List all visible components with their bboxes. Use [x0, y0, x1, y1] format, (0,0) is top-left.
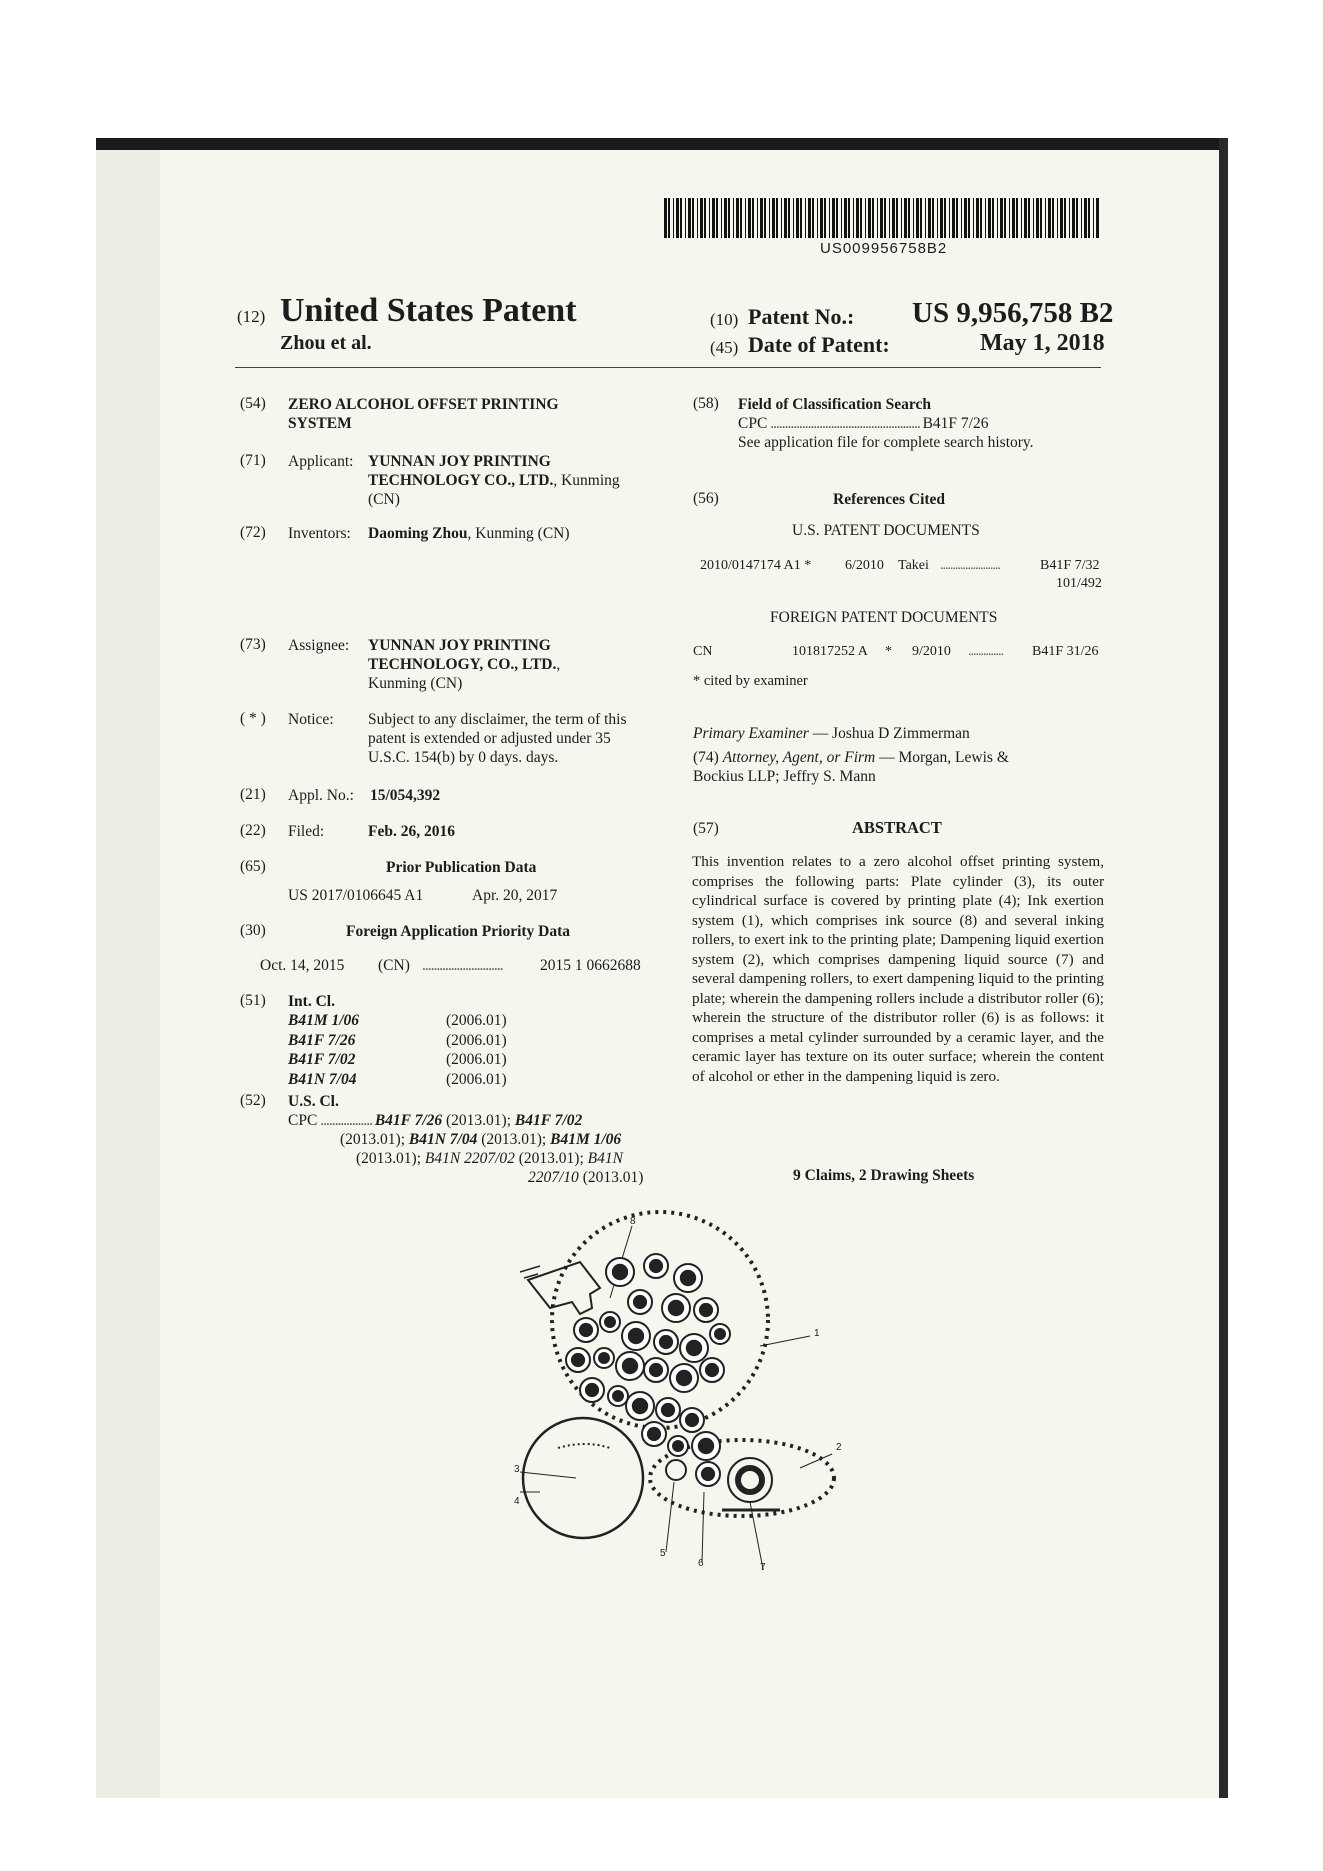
roller-core: [685, 1413, 698, 1426]
us-cl-label: U.S. Cl.: [288, 1093, 339, 1110]
patent-figure: [480, 1210, 860, 1570]
int-cl-versions: [446, 1011, 507, 1089]
inventor-location: , Kunming (CN): [467, 525, 570, 542]
barcode-bar: [680, 198, 682, 238]
roller-core: [715, 1329, 726, 1340]
barcode-bar: [964, 198, 967, 238]
priority-country: (CN): [378, 957, 410, 974]
barcode-bar: [1028, 198, 1030, 238]
barcode-bar: [836, 198, 838, 238]
barcode-bar: [740, 198, 742, 238]
barcode-bar: [812, 198, 814, 238]
figure-label-6: 6: [698, 1558, 704, 1569]
field-cpc-label: CPC: [738, 415, 768, 432]
barcode-bar: [769, 198, 770, 238]
foreign-docs-heading: FOREIGN PATENT DOCUMENTS: [770, 609, 998, 626]
roller-core: [701, 1467, 714, 1480]
barcode-bar: [817, 198, 818, 238]
barcode-bar: [760, 198, 763, 238]
int-cl-label: Int. Cl.: [288, 993, 335, 1010]
cpc-version: (2013.01);: [442, 1112, 515, 1129]
barcode-bar: [1088, 198, 1090, 238]
barcode-bar: [884, 198, 886, 238]
int-cl-version: (2006.01): [446, 1012, 507, 1029]
barcode-bar: [676, 198, 679, 238]
cpc-version: (2013.01);: [356, 1150, 425, 1167]
barcode-bar: [764, 198, 766, 238]
barcode-bar: [1045, 198, 1046, 238]
roller-core: [579, 1323, 592, 1336]
cpc-version: (2013.01);: [340, 1131, 409, 1148]
barcode-bar: [868, 198, 871, 238]
barcode-bar: [860, 198, 862, 238]
barcode-bar: [1021, 198, 1022, 238]
us-doc-date: 6/2010: [845, 558, 884, 573]
inventor-name: Daoming Zhou: [368, 525, 468, 542]
foreign-doc-dot-leader: ..............: [968, 644, 1003, 659]
code-30: (30): [240, 922, 266, 939]
roller-core: [647, 1427, 660, 1440]
barcode-bar: [973, 198, 974, 238]
barcode-bar: [937, 198, 938, 238]
cpc-dot-leader: ..................: [317, 1112, 375, 1129]
barcode-bar: [865, 198, 866, 238]
barcode-bar: [724, 198, 727, 238]
barcode-bar: [697, 198, 698, 238]
barcode-bar: [1096, 198, 1099, 238]
barcode-bar: [992, 198, 994, 238]
appl-no-value: 15/054,392: [370, 787, 441, 804]
notice-label: Notice:: [288, 711, 334, 728]
barcode-bar: [916, 198, 919, 238]
filed-label: Filed:: [288, 823, 325, 840]
figure-label-5: 5: [660, 1548, 666, 1559]
barcode-bar: [820, 198, 823, 238]
barcode-bar: [968, 198, 970, 238]
applicant-line-2-city: , Kunming: [553, 472, 620, 489]
attorney-code: (74): [693, 749, 723, 766]
barcode-bar: [1000, 198, 1003, 238]
barcode-bar: [1036, 198, 1039, 238]
roller-core: [605, 1317, 616, 1328]
barcode-bar: [1012, 198, 1015, 238]
barcode-bar: [745, 198, 746, 238]
barcode-bar: [805, 198, 806, 238]
assignee-line-3: Kunming (CN): [368, 675, 463, 692]
barcode-bar: [772, 198, 775, 238]
us-cl-cpc: [288, 1111, 582, 1130]
code-12: (12): [237, 307, 266, 326]
patent-type-title: United States Patent: [280, 292, 577, 329]
us-patent-docs-heading: U.S. PATENT DOCUMENTS: [792, 522, 980, 539]
code-51: (51): [240, 992, 266, 1009]
cpc-version: (2013.01);: [477, 1131, 551, 1148]
barcode-bar: [721, 198, 722, 238]
patent-number: US 9,956,758 B2: [912, 297, 1114, 329]
code-54: (54): [240, 395, 266, 412]
barcode-bar: [668, 198, 670, 238]
barcode-bar: [704, 198, 706, 238]
roller-core: [705, 1363, 718, 1376]
barcode-bar: [781, 198, 782, 238]
attorney-name-line-1: — Morgan, Lewis &: [875, 749, 1009, 766]
roller-core: [686, 1340, 701, 1355]
int-cl-code: B41F 7/02: [288, 1051, 356, 1068]
page-binding-shadow: [96, 150, 160, 1798]
field-cpc-dot-leader: ....................................................: [767, 415, 923, 432]
appl-no-label: Appl. No.:: [288, 787, 354, 804]
roller-core: [649, 1363, 662, 1376]
foreign-doc-star: *: [885, 644, 892, 659]
barcode-bar: [913, 198, 914, 238]
abstract-text: This invention relates to a zero alcohol offset printing system, comprises the following parts: Plate cylinder (3), its outer cylindrical surface is covered by printing plate (4); Ink exertion system (1), which comprises ink source (8) and several inking rollers, to exert ink to the printing plate; Dampening liquid exertion system (2), which comprises dampening liquid source (7) and several dampening rollers, to exert dampening liquid to the printing plate; wherein the dampening rollers include a distributor roller (6); wherein the structure of the distributor roller (6) is as follows: it comprises a metal cylinder surrounded by a ceramic layer, and the ceramic layer has texture on its outer surface; wherein the content of alcohol or ether in the dampening liquid is zero.: [692, 853, 1104, 1085]
code-71: (71): [240, 452, 266, 469]
patent-date: May 1, 2018: [980, 330, 1105, 356]
field-cpc-value: B41F 7/26: [922, 415, 989, 432]
barcode-bar: [908, 198, 910, 238]
ink-source: [528, 1262, 600, 1314]
roller-core: [699, 1303, 712, 1316]
roller-core: [585, 1383, 598, 1396]
figure-label-1: 1: [814, 1328, 820, 1339]
field-search-note: See application file for complete search history.: [738, 434, 1034, 451]
us-cl-cpc-line-3: [356, 1149, 623, 1168]
barcode-bar: [961, 198, 962, 238]
assignee-value: [368, 636, 560, 693]
scan-right-edge: [1219, 138, 1228, 1798]
notice-text: [368, 710, 654, 767]
barcode-bar: [889, 198, 890, 238]
us-doc-dot-leader: ........................: [940, 558, 1000, 573]
title-line-2: SYSTEM: [288, 415, 352, 432]
roller-core: [633, 1295, 646, 1308]
notice-line-1: Subject to any disclaimer, the term of this: [368, 711, 627, 728]
foreign-doc-country: CN: [693, 644, 713, 659]
int-cl-version: (2006.01): [446, 1070, 507, 1088]
attorney-label: Attorney, Agent, or Firm: [722, 749, 876, 766]
barcode-bar: [844, 198, 847, 238]
figure-label-2: 2: [836, 1442, 842, 1453]
barcode-bar: [673, 198, 674, 238]
roller-core: [659, 1335, 672, 1348]
barcode-bar: [709, 198, 710, 238]
claims-summary: 9 Claims, 2 Drawing Sheets: [793, 1167, 975, 1184]
assignee-label: Assignee:: [288, 637, 350, 654]
foreign-doc-number: 101817252 A: [792, 644, 868, 659]
barcode-bar: [1081, 198, 1082, 238]
barcode-bar: [932, 198, 934, 238]
abstract-heading: ABSTRACT: [852, 818, 942, 837]
barcode-bar: [1033, 198, 1034, 238]
barcode-bar: [1057, 198, 1058, 238]
barcode-bar: [688, 198, 691, 238]
barcode-bar: [952, 198, 955, 238]
barcode-bar: [712, 198, 715, 238]
code-65: (65): [240, 858, 266, 875]
references-heading: References Cited: [833, 491, 946, 508]
barcode-bar: [853, 198, 854, 238]
barcode-bar: [1052, 198, 1054, 238]
barcode-bar: [752, 198, 754, 238]
roller-core: [622, 1358, 637, 1373]
cpc-code: 2207/10: [528, 1169, 579, 1186]
notice-line-2: patent is extended or adjusted under 35: [368, 730, 611, 747]
int-cl-version: (2006.01): [446, 1051, 507, 1068]
roller-core: [599, 1353, 610, 1364]
invention-title: [288, 395, 559, 433]
field-search-heading: Field of Classification Search: [738, 396, 932, 413]
barcode-bar: [1040, 198, 1042, 238]
code-45: (45): [710, 338, 739, 357]
barcode-bar: [1069, 198, 1070, 238]
barcode-bar: [925, 198, 926, 238]
assignee-line-2: TECHNOLOGY, CO., LTD.: [368, 656, 557, 673]
barcode: [664, 198, 1100, 238]
code-21: (21): [240, 786, 266, 803]
barcode-bar: [1093, 198, 1094, 238]
barcode-bar: [664, 198, 667, 238]
code-72: (72): [240, 524, 266, 541]
barcode-bar: [1048, 198, 1051, 238]
applicant-line-1: YUNNAN JOY PRINTING: [368, 453, 551, 470]
barcode-bar: [776, 198, 778, 238]
int-cl-codes: [288, 1011, 359, 1089]
notice-line-3: U.S.C. 154(b) by 0 days. days.: [368, 749, 559, 766]
inventors-value: [368, 524, 570, 543]
barcode-bar: [800, 198, 802, 238]
barcode-bar: [1076, 198, 1078, 238]
barcode-bar: [944, 198, 946, 238]
date-of-patent-label: Date of Patent:: [748, 332, 890, 357]
figure-label-7: 7: [760, 1562, 766, 1570]
roller-core: [676, 1370, 691, 1385]
int-cl-code: B41N 7/04: [288, 1070, 357, 1088]
barcode-number: US009956758B2: [820, 240, 948, 257]
cited-note: * cited by examiner: [693, 673, 808, 689]
filed-date: Feb. 26, 2016: [368, 823, 455, 840]
primary-examiner: [693, 724, 970, 743]
barcode-bar: [988, 198, 991, 238]
cpc-code: B41F 7/02: [514, 1112, 583, 1129]
barcode-bar: [985, 198, 986, 238]
roller-core: [628, 1328, 643, 1343]
barcode-bar: [856, 198, 859, 238]
barcode-bar: [920, 198, 922, 238]
int-cl-code: B41F 7/26: [288, 1031, 356, 1049]
barcode-bar: [1009, 198, 1010, 238]
applicant-line-2: TECHNOLOGY CO., LTD.: [368, 472, 554, 489]
priority-number: 2015 1 0662688: [540, 957, 641, 974]
cpc-version: (2013.01);: [514, 1150, 588, 1167]
barcode-bar: [896, 198, 898, 238]
barcode-bar: [949, 198, 950, 238]
field-cpc: [738, 414, 988, 433]
assignee-line-1: YUNNAN JOY PRINTING: [368, 637, 551, 654]
barcode-bar: [1004, 198, 1006, 238]
barcode-bar: [796, 198, 799, 238]
notice-code: ( * ): [240, 710, 266, 727]
roller-core: [632, 1398, 647, 1413]
roller-core: [673, 1441, 684, 1452]
barcode-bar: [880, 198, 883, 238]
figure-label-3: 3: [514, 1464, 520, 1475]
applicant-line-3: (CN): [368, 491, 400, 508]
barcode-bar: [1072, 198, 1075, 238]
barcode-bar: [1024, 198, 1027, 238]
roller-core: [613, 1391, 624, 1402]
barcode-bar: [736, 198, 739, 238]
barcode-bar: [788, 198, 790, 238]
prior-pub-heading: Prior Publication Data: [386, 859, 537, 876]
barcode-bar: [980, 198, 982, 238]
figure-label-8: 8: [630, 1216, 636, 1227]
int-cl-version: (2006.01): [446, 1031, 507, 1049]
barcode-bar: [892, 198, 895, 238]
code-58: (58): [693, 395, 719, 412]
barcode-bar: [1016, 198, 1018, 238]
barcode-bar: [733, 198, 734, 238]
roller-core: [649, 1259, 662, 1272]
roller-core: [698, 1438, 713, 1453]
code-52: (52): [240, 1092, 266, 1109]
priority-date: Oct. 14, 2015: [260, 957, 345, 974]
barcode-bar: [956, 198, 958, 238]
barcode-bar: [1064, 198, 1066, 238]
barcode-bar: [808, 198, 811, 238]
us-doc-name: Takei: [898, 558, 929, 573]
barcode-bar: [872, 198, 874, 238]
roller-core: [680, 1270, 695, 1285]
barcode-bar: [976, 198, 979, 238]
priority-dot-leader: ............................: [422, 957, 503, 974]
code-10: (10): [710, 310, 739, 329]
barcode-bar: [824, 198, 826, 238]
header-divider: [235, 367, 1101, 368]
barcode-bar: [829, 198, 830, 238]
cpc-code: B41N: [587, 1150, 623, 1167]
us-cl-cpc-line-2: [340, 1130, 621, 1149]
roller-core: [661, 1403, 674, 1416]
barcode-bar: [877, 198, 878, 238]
barcode-bar: [848, 198, 850, 238]
inventors-label: Inventors:: [288, 525, 351, 542]
roller-core: [668, 1300, 683, 1315]
cpc-label: CPC: [288, 1112, 318, 1129]
cpc-version: (2013.01): [578, 1169, 644, 1186]
barcode-bar: [940, 198, 943, 238]
us-doc-class-2: 101/492: [1056, 576, 1102, 591]
patent-authors: Zhou et al.: [280, 332, 372, 354]
barcode-bar: [685, 198, 686, 238]
roller-core: [612, 1264, 627, 1279]
barcode-bar: [901, 198, 902, 238]
barcode-bar: [997, 198, 998, 238]
barcode-bar: [1084, 198, 1087, 238]
barcode-bar: [692, 198, 694, 238]
code-22: (22): [240, 822, 266, 839]
us-doc-class: B41F 7/32: [1040, 558, 1100, 573]
attorney: [693, 748, 1009, 767]
barcode-bar: [728, 198, 730, 238]
barcode-bar: [757, 198, 758, 238]
barcode-bar: [793, 198, 794, 238]
prior-pub-date: Apr. 20, 2017: [472, 887, 558, 904]
roller-core: [571, 1353, 584, 1366]
barcode-bar: [832, 198, 835, 238]
barcode-bar: [904, 198, 907, 238]
cpc-code: B41M 1/06: [550, 1131, 622, 1148]
foreign-doc-date: 9/2010: [912, 644, 951, 659]
plate-cylinder: [523, 1418, 643, 1538]
us-doc-number: 2010/0147174 A1 *: [700, 558, 812, 573]
applicant-label: Applicant:: [288, 453, 354, 470]
foreign-priority-heading: Foreign Application Priority Data: [346, 923, 571, 940]
patent-no-label: Patent No.:: [748, 304, 855, 329]
assignee-line-2-comma: ,: [556, 656, 561, 673]
distributor-roller: [728, 1458, 772, 1502]
figure-label-4: 4: [514, 1496, 520, 1507]
title-line-1: ZERO ALCOHOL OFFSET PRINTING: [288, 396, 559, 413]
cpc-code: B41N 7/04: [408, 1131, 478, 1148]
prior-pub-number: US 2017/0106645 A1: [288, 887, 424, 904]
examiner-label: Primary Examiner: [693, 725, 809, 742]
code-57: (57): [693, 820, 719, 837]
barcode-bar: [700, 198, 703, 238]
attorney-line-2: Bockius LLP; Jeffry S. Mann: [693, 768, 876, 785]
code-73: (73): [240, 636, 266, 653]
cpc-code: B41N 2207/02: [424, 1150, 515, 1167]
int-cl-code: B41M 1/06: [288, 1012, 360, 1029]
applicant-value: [368, 452, 620, 509]
examiner-name: — Joshua D Zimmerman: [808, 725, 970, 742]
barcode-bar: [928, 198, 931, 238]
us-cl-cpc-line-4: [528, 1168, 643, 1187]
cpc-code: B41F 7/26: [374, 1112, 443, 1129]
barcode-bar: [748, 198, 751, 238]
barcode-bar: [1060, 198, 1063, 238]
code-56: (56): [693, 490, 719, 507]
barcode-bar: [784, 198, 787, 238]
barcode-bar: [841, 198, 842, 238]
foreign-doc-class: B41F 31/26: [1032, 644, 1099, 659]
barcode-bar: [716, 198, 718, 238]
